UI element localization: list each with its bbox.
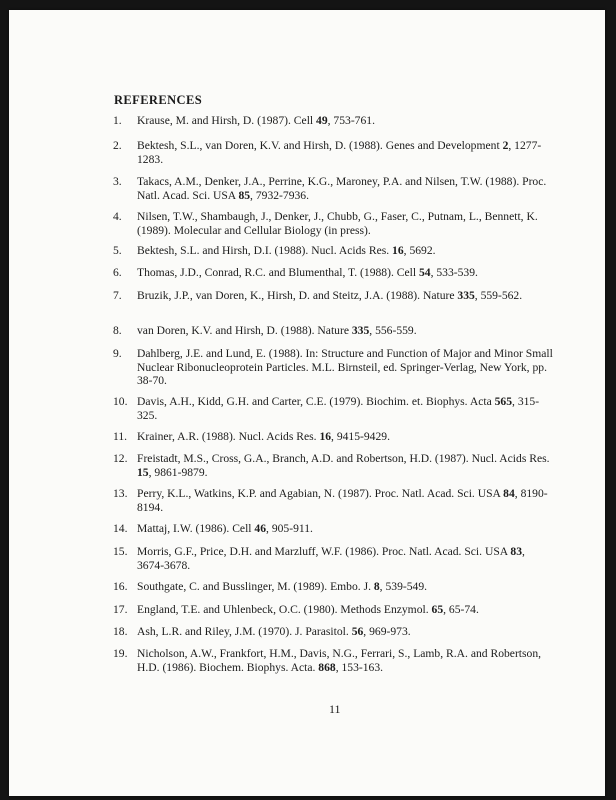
reference-number: 3.: [113, 175, 122, 188]
reference-number: 4.: [113, 210, 122, 223]
reference-text: Freistadt, M.S., Cross, G.A., Branch, A.D. and Robertson, H.D. (1987). Nucl. Acids Res. 15, 9861-9879.: [137, 452, 550, 479]
reference-item: [113, 139, 553, 166]
reference-number: 6.: [113, 266, 122, 279]
reference-item: [113, 266, 553, 280]
reference-number: 19.: [113, 647, 128, 660]
page-number: 11: [329, 702, 341, 716]
reference-number: 17.: [113, 603, 128, 616]
document-page: [9, 10, 605, 796]
reference-number: 9.: [113, 347, 122, 360]
reference-number: 8.: [113, 324, 122, 337]
reference-item: [113, 545, 553, 572]
reference-item: [113, 603, 553, 617]
reference-number: 16.: [113, 580, 128, 593]
reference-text: Nilsen, T.W., Shambaugh, J., Denker, J., Chubb, G., Faser, C., Putnam, L., Bennett, K. (1989). Molecular and Cellular Biology (in press).: [137, 210, 538, 237]
reference-item: [113, 522, 553, 536]
reference-text: Davis, A.H., Kidd, G.H. and Carter, C.E. (1979). Biochim. et. Biophys. Acta 565, 315-325.: [137, 395, 540, 422]
reference-text: Krainer, A.R. (1988). Nucl. Acids Res. 16, 9415-9429.: [137, 430, 390, 443]
reference-item: [113, 430, 553, 444]
reference-text: Perry, K.L., Watkins, K.P. and Agabian, N. (1987). Proc. Natl. Acad. Sci. USA 84, 8190-8194.: [137, 487, 548, 514]
reference-item: [113, 210, 553, 237]
reference-number: 12.: [113, 452, 128, 465]
reference-text: Takacs, A.M., Denker, J.A., Perrine, K.G., Maroney, P.A. and Nilsen, T.W. (1988). Proc. Natl. Acad. Sci. USA 85, 7932-7936.: [137, 175, 547, 202]
reference-number: 10.: [113, 395, 128, 408]
reference-item: [113, 647, 553, 674]
reference-text: Ash, L.R. and Riley, J.M. (1970). J. Parasitol. 56, 969-973.: [137, 625, 411, 638]
reference-text: Bektesh, S.L. and Hirsh, D.I. (1988). Nucl. Acids Res. 16, 5692.: [137, 244, 436, 257]
reference-item: [113, 625, 553, 639]
reference-item: [113, 395, 553, 422]
reference-number: 18.: [113, 625, 128, 638]
reference-text: Nicholson, A.W., Frankfort, H.M., Davis, N.G., Ferrari, S., Lamb, R.A. and Robertson, H.D. (1986). Biochem. Biophys. Acta. 868, 153-163.: [137, 647, 542, 674]
reference-text: Bektesh, S.L., van Doren, K.V. and Hirsh, D. (1988). Genes and Development 2, 1277-1283.: [137, 139, 542, 166]
reference-text: Dahlberg, J.E. and Lund, E. (1988). In: Structure and Function of Major and Minor Small Nuclear Ribonucleoprotein Particles. M.L. Birnsteil, ed. Springer-Verlag, New York, pp. 38-70.: [137, 347, 553, 387]
reference-number: 2.: [113, 139, 122, 152]
references-heading: REFERENCES: [114, 93, 203, 107]
reference-number: 7.: [113, 289, 122, 302]
reference-item: [113, 487, 553, 514]
reference-number: 15.: [113, 545, 128, 558]
reference-text: Krause, M. and Hirsh, D. (1987). Cell 49, 753-761.: [137, 114, 375, 127]
reference-number: 14.: [113, 522, 128, 535]
reference-item: [113, 175, 553, 202]
reference-text: England, T.E. and Uhlenbeck, O.C. (1980). Methods Enzymol. 65, 65-74.: [137, 603, 479, 616]
reference-item: [113, 452, 553, 479]
reference-text: Mattaj, I.W. (1986). Cell 46, 905-911.: [137, 522, 313, 535]
reference-number: 13.: [113, 487, 128, 500]
reference-number: 1.: [113, 114, 122, 127]
reference-number: 11.: [113, 430, 128, 443]
reference-text: van Doren, K.V. and Hirsh, D. (1988). Nature 335, 556-559.: [137, 324, 417, 337]
reference-item: [113, 114, 553, 128]
reference-text: Southgate, C. and Busslinger, M. (1989). Embo. J. 8, 539-549.: [137, 580, 428, 593]
reference-text: Bruzik, J.P., van Doren, K., Hirsh, D. and Steitz, J.A. (1988). Nature 335, 559-562.: [137, 289, 523, 302]
reference-text: Morris, G.F., Price, D.H. and Marzluff, W.F. (1986). Proc. Natl. Acad. Sci. USA 83, 3674-3678.: [137, 545, 525, 572]
reference-item: [113, 324, 553, 338]
reference-item: [113, 289, 553, 303]
reference-item: [113, 244, 553, 258]
reference-item: [113, 580, 553, 594]
reference-number: 5.: [113, 244, 122, 257]
reference-text: Thomas, J.D., Conrad, R.C. and Blumenthal, T. (1988). Cell 54, 533-539.: [137, 266, 478, 279]
reference-item: [113, 347, 553, 388]
